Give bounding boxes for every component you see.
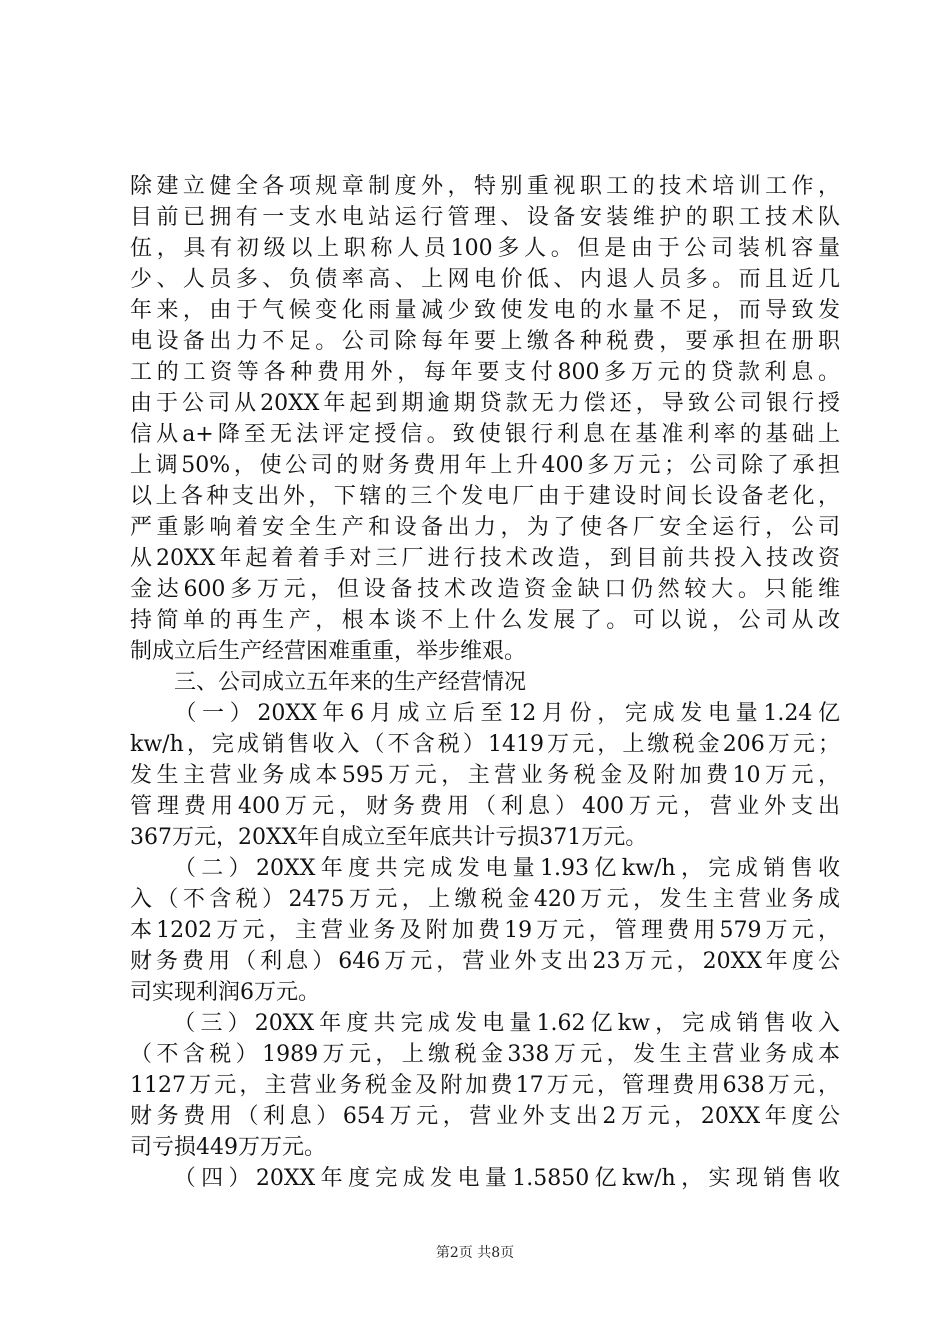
text-line: kw/h，完成销售收入（不含税）1419万元，上缴税金206万元； (130, 732, 840, 757)
text-line: 司亏损449万万元。 (130, 1135, 326, 1160)
text-line: 工的工资等各种费用外，每年要支付800多万元的贷款利息。 (130, 360, 840, 385)
text-line: （一）20XX年6月成立后至12月份，完成发电量1.24亿 (130, 701, 840, 726)
text-line: 司实现利润6万元。 (130, 980, 320, 1005)
text-line: 从20XX年起着着手对三厂进行技术改造，到目前共投入技改资 (130, 546, 840, 571)
body-text (130, 171, 840, 1194)
page-footer: 第2页 共8页 (435, 1245, 515, 1261)
text-line: 少、人员多、负债率高、上网电价低、内退人员多。而且近几 (130, 267, 840, 292)
text-line: 财务费用（利息）646万元，营业外支出23万元，20XX年度公 (130, 949, 840, 974)
text-line: 上调50%，使公司的财务费用年上升400多万元；公司除了承担 (130, 453, 840, 478)
text-line: 持简单的再生产，根本谈不上什么发展了。可以说，公司从改 (130, 608, 840, 633)
text-line: 金达600多万元，但设备技术改造资金缺口仍然较大。只能维 (130, 577, 840, 602)
text-line: （不含税）1989万元，上缴税金338万元，发生主营业务成本 (130, 1042, 840, 1067)
text-line: 本1202万元，主营业务及附加费19万元，管理费用579万元， (130, 918, 840, 943)
text-line: （二）20XX年度共完成发电量1.93亿kw/h，完成销售收 (130, 856, 840, 881)
text-line: 367万元，20XX年自成立至年底共计亏损371万元。 (130, 825, 648, 850)
text-line: 由于公司从20XX年起到期逾期贷款无力偿还，导致公司银行授 (130, 391, 840, 416)
text-line: 制成立后生产经营困难重重，举步维艰。 (130, 639, 527, 664)
text-line: 信从a+降至无法评定授信。致使银行利息在基准利率的基础上 (130, 422, 840, 447)
text-line: 伍，具有初级以上职称人员100多人。但是由于公司装机容量 (130, 236, 840, 261)
text-line: 电设备出力不足。公司除每年要上缴各种税费，要承担在册职 (130, 329, 840, 354)
text-line: （四）20XX年度完成发电量1.5850亿kw/h，实现销售收 (130, 1166, 840, 1191)
text-line: 入（不含税）2475万元，上缴税金420万元，发生主营业务成 (130, 887, 840, 912)
text-line: 目前已拥有一支水电站运行管理、设备安装维护的职工技术队 (130, 205, 840, 230)
text-line: 三、公司成立五年来的生产经营情况 (130, 670, 527, 695)
text-line: 发生主营业务成本595万元，主营业务税金及附加费10万元， (130, 763, 840, 788)
text-line: （三）20XX年度共完成发电量1.62亿kw，完成销售收入 (130, 1011, 840, 1036)
text-line: 年来，由于气候变化雨量减少致使发电的水量不足，而导致发 (130, 298, 840, 323)
text-line: 管理费用400万元，财务费用（利息）400万元，营业外支出 (130, 794, 840, 819)
text-line: 严重影响着安全生产和设备出力，为了使各厂安全运行，公司 (130, 515, 840, 540)
text-line: 以上各种支出外，下辖的三个发电厂由于建设时间长设备老化， (130, 484, 840, 509)
text-line: 1127万元，主营业务税金及附加费17万元，管理费用638万元， (130, 1073, 840, 1098)
text-line: 除建立健全各项规章制度外，特别重视职工的技术培训工作， (130, 174, 840, 199)
text-line: 财务费用（利息）654万元，营业外支出2万元，20XX年度公 (130, 1104, 840, 1129)
